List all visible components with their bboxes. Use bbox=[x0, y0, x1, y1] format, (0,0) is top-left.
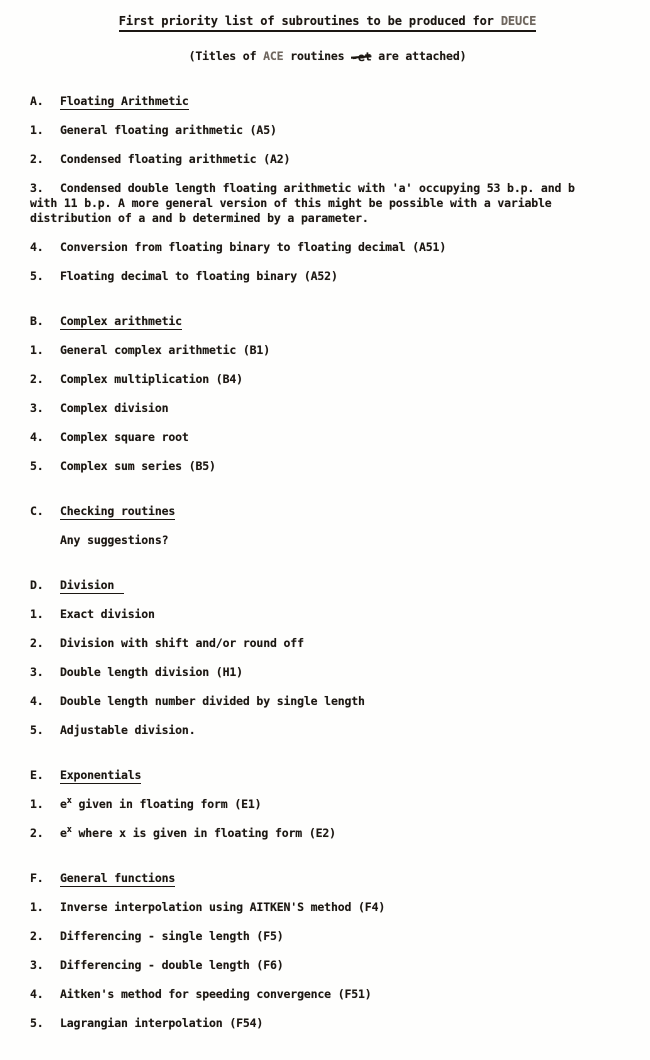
item-number: 2. bbox=[30, 372, 44, 386]
section-heading-text: Checking routines bbox=[60, 504, 176, 518]
item-text: General floating arithmetic (A5) bbox=[60, 123, 277, 137]
section-heading-text: Division bbox=[60, 578, 124, 594]
list-item bbox=[30, 797, 592, 812]
item-number: 4. bbox=[30, 987, 44, 1001]
subtitle-part1: (Titles of bbox=[188, 49, 264, 63]
list-item bbox=[30, 665, 592, 680]
item-text: Complex division bbox=[60, 401, 169, 415]
item-text: Condensed floating arithmetic (A2) bbox=[60, 152, 291, 166]
item-number: 3. bbox=[30, 181, 44, 195]
section-heading-complex-arithmetic bbox=[30, 314, 625, 329]
section-heading-division bbox=[30, 578, 625, 593]
section-heading-general-functions bbox=[30, 871, 625, 886]
item-number: 5. bbox=[30, 269, 44, 283]
item-number: 2. bbox=[30, 152, 44, 166]
page-title bbox=[30, 14, 625, 32]
section-letter: A. bbox=[30, 94, 44, 108]
page-title-text bbox=[119, 14, 536, 32]
item-text: Complex square root bbox=[60, 430, 189, 444]
exp-base: e bbox=[60, 826, 67, 840]
exp-base: e bbox=[60, 797, 67, 811]
item-number: 1. bbox=[30, 123, 44, 137]
section-heading-floating-arithmetic bbox=[30, 94, 625, 109]
list-item bbox=[30, 929, 592, 944]
item-text: Adjustable division. bbox=[60, 723, 196, 737]
section-letter: C. bbox=[30, 504, 44, 518]
item-number: 1. bbox=[30, 900, 44, 914]
list-item bbox=[30, 636, 592, 651]
item-text: Exact division bbox=[60, 607, 155, 621]
item-text: Condensed double length floating arithmetic with 'a' occupying 53 b.p. and b with 11 b.p. A more general version of this might be possible with a variable distribution of a and b determined by a parameter. bbox=[30, 181, 575, 225]
item-text: Conversion from floating binary to floating decimal (A51) bbox=[60, 240, 447, 254]
subtitle-part2: routines bbox=[283, 49, 352, 63]
subtitle-acronym: ACE bbox=[263, 49, 284, 63]
section-heading-text: Complex arithmetic bbox=[60, 314, 182, 328]
section-letter: B. bbox=[30, 314, 44, 328]
list-item bbox=[30, 240, 592, 255]
exp-superscript: x bbox=[66, 796, 72, 807]
item-text: Complex sum series (B5) bbox=[60, 459, 216, 473]
list-item bbox=[30, 401, 592, 416]
list-item bbox=[30, 607, 592, 622]
list-item bbox=[30, 826, 592, 841]
section-letter: E. bbox=[30, 768, 44, 782]
list-item bbox=[30, 900, 592, 915]
item-number: 2. bbox=[30, 929, 44, 943]
struck-word: -et bbox=[350, 49, 373, 65]
list-item bbox=[30, 430, 592, 445]
item-number: 5. bbox=[30, 1016, 44, 1030]
list-item bbox=[30, 269, 592, 284]
item-text: Double length division (H1) bbox=[60, 665, 243, 679]
item-text: Floating decimal to floating binary (A52) bbox=[60, 269, 338, 283]
item-text: General complex arithmetic (B1) bbox=[60, 343, 270, 357]
item-text: Inverse interpolation using AITKEN'S method (F4) bbox=[60, 900, 386, 914]
list-item bbox=[30, 343, 592, 358]
item-number: 4. bbox=[30, 694, 44, 708]
section-heading-text: General functions bbox=[60, 871, 176, 885]
page-subtitle bbox=[30, 49, 625, 64]
exp-rest: where x is given in floating form (E2) bbox=[71, 826, 336, 840]
section-letter: F. bbox=[30, 871, 44, 885]
item-number: 3. bbox=[30, 401, 44, 415]
item-number: 1. bbox=[30, 607, 44, 621]
item-number: 3. bbox=[30, 665, 44, 679]
section-heading-text: Floating Arithmetic bbox=[60, 94, 189, 108]
list-item bbox=[30, 152, 592, 167]
item-text: Double length number divided by single length bbox=[60, 694, 365, 708]
exp-rest: given in floating form (E1) bbox=[71, 797, 262, 811]
item-text: Lagrangian interpolation (F54) bbox=[60, 1016, 264, 1030]
item-number: 1. bbox=[30, 343, 44, 357]
section-heading-text: Exponentials bbox=[60, 768, 142, 782]
list-item bbox=[30, 723, 592, 738]
list-item bbox=[30, 694, 592, 709]
section-heading-exponentials bbox=[30, 768, 625, 783]
item-number: 2. bbox=[30, 636, 44, 650]
item-text bbox=[60, 797, 261, 811]
item-number: 5. bbox=[30, 723, 44, 737]
item-number: 3. bbox=[30, 958, 44, 972]
list-item bbox=[30, 181, 592, 226]
item-number: 5. bbox=[30, 459, 44, 473]
item-text: Differencing - single length (F5) bbox=[60, 929, 284, 943]
list-item bbox=[30, 958, 592, 973]
item-number: 4. bbox=[30, 240, 44, 254]
item-text: Complex multiplication (B4) bbox=[60, 372, 243, 386]
item-text bbox=[60, 826, 336, 840]
item-number: 4. bbox=[30, 430, 44, 444]
section-heading-checking-routines bbox=[30, 504, 625, 519]
section-note: Any suggestions? bbox=[60, 533, 169, 547]
subtitle-part3: are attached) bbox=[371, 49, 467, 63]
title-main: First priority list of subroutines to be produced for bbox=[118, 14, 501, 28]
section-letter: D. bbox=[30, 578, 44, 592]
title-deuce: DEUCE bbox=[500, 14, 537, 28]
list-item bbox=[30, 1016, 592, 1031]
list-item bbox=[30, 123, 592, 138]
list-item bbox=[30, 459, 592, 474]
list-item bbox=[30, 987, 592, 1002]
item-text: Differencing - double length (F6) bbox=[60, 958, 284, 972]
item-text: Aitken's method for speeding convergence (F51) bbox=[60, 987, 372, 1001]
item-number: 2. bbox=[30, 826, 44, 840]
item-text: Division with shift and/or round off bbox=[60, 636, 304, 650]
item-number: 1. bbox=[30, 797, 44, 811]
list-item bbox=[30, 372, 592, 387]
exp-superscript: x bbox=[66, 825, 72, 836]
